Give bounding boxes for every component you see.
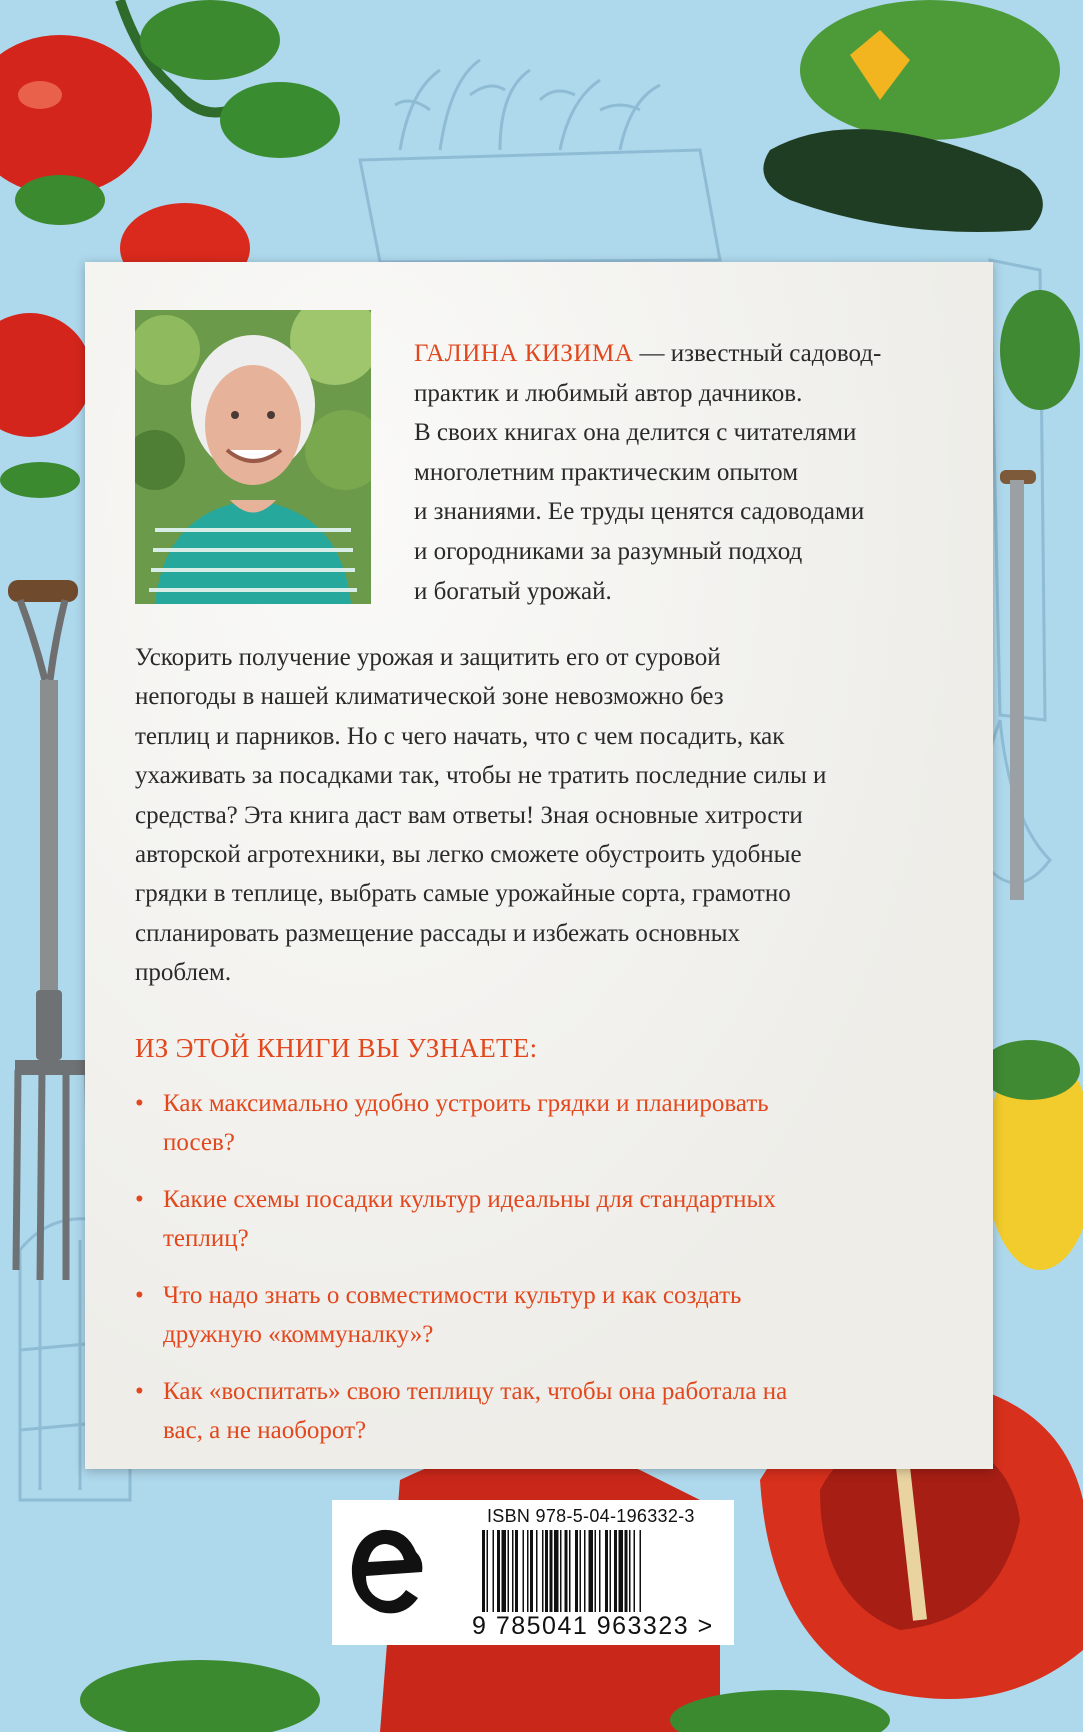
garden-fork-icon — [8, 580, 90, 1280]
author-photo — [135, 310, 371, 604]
bio-line: и богатый урожай. — [414, 577, 612, 605]
description-line: авторской агротехники, вы легко сможете обустроить удобные — [135, 841, 802, 869]
learn-list — [135, 1084, 955, 1468]
list-item: • Что надо знать о совместимости культур и как создать дружную «коммуналку»? — [135, 1276, 955, 1354]
bio-line: практик и любимый автор дачников. — [414, 379, 803, 407]
description-line: теплиц и парников. Но с чего начать, что с чем посадить, как — [135, 722, 785, 750]
description-line: грядки в теплице, выбрать самые урожайные сорта, грамотно — [135, 880, 791, 908]
author-name: ГАЛИНА КИЗИМА — [414, 340, 634, 367]
bullet-icon: • — [135, 1090, 144, 1117]
bio-line: ГАЛИНА КИЗИМА — известный садовод- — [414, 340, 882, 367]
list-item: • Как максимально удобно устроить грядки и планировать посев? — [135, 1084, 955, 1162]
isbn-text: ISBN 978-5-04-196332-3 — [487, 1506, 695, 1526]
author-bio — [414, 334, 959, 611]
bio-line: В своих книгах она делится с читателями — [414, 419, 857, 447]
bullet-icon: • — [135, 1186, 144, 1213]
bio-line: и знаниями. Ее труды ценятся садоводами — [414, 498, 865, 526]
description-line: средства? Эта книга даст вам ответы! Зная основные хитрости — [135, 801, 803, 829]
book-description — [135, 638, 960, 993]
description-line: ухаживать за посадками так, чтобы не тратить последние силы и — [135, 762, 827, 790]
description-line: проблем. — [135, 959, 232, 987]
barcode-panel — [332, 1500, 734, 1645]
bullet-icon: • — [135, 1282, 144, 1309]
publisher-logo-icon — [346, 1522, 428, 1620]
barcode-digits: 9 785041 963323 > — [472, 1612, 734, 1641]
description-line: непогоды в нашей климатической зоне невозможно без — [135, 683, 724, 711]
bio-line: многолетним практическим опытом — [414, 458, 799, 486]
barcode-icon — [480, 1530, 725, 1618]
description-line: спланировать размещение рассады и избежать основных — [135, 919, 740, 947]
description-line: Ускорить получение урожая и защитить его от суровой — [135, 644, 721, 671]
bio-line: и огородниками за разумный подход — [414, 537, 803, 565]
list-item: • Какие схемы посадки культур идеальны для стандартных теплиц? — [135, 1180, 955, 1258]
learn-heading: ИЗ ЭТОЙ КНИГИ ВЫ УЗНАЕТЕ: — [135, 1033, 538, 1063]
list-item: • Как «воспитать» свою теплицу так, чтобы она работала на вас, а не наоборот? — [135, 1372, 955, 1450]
bullet-icon: • — [135, 1378, 144, 1405]
